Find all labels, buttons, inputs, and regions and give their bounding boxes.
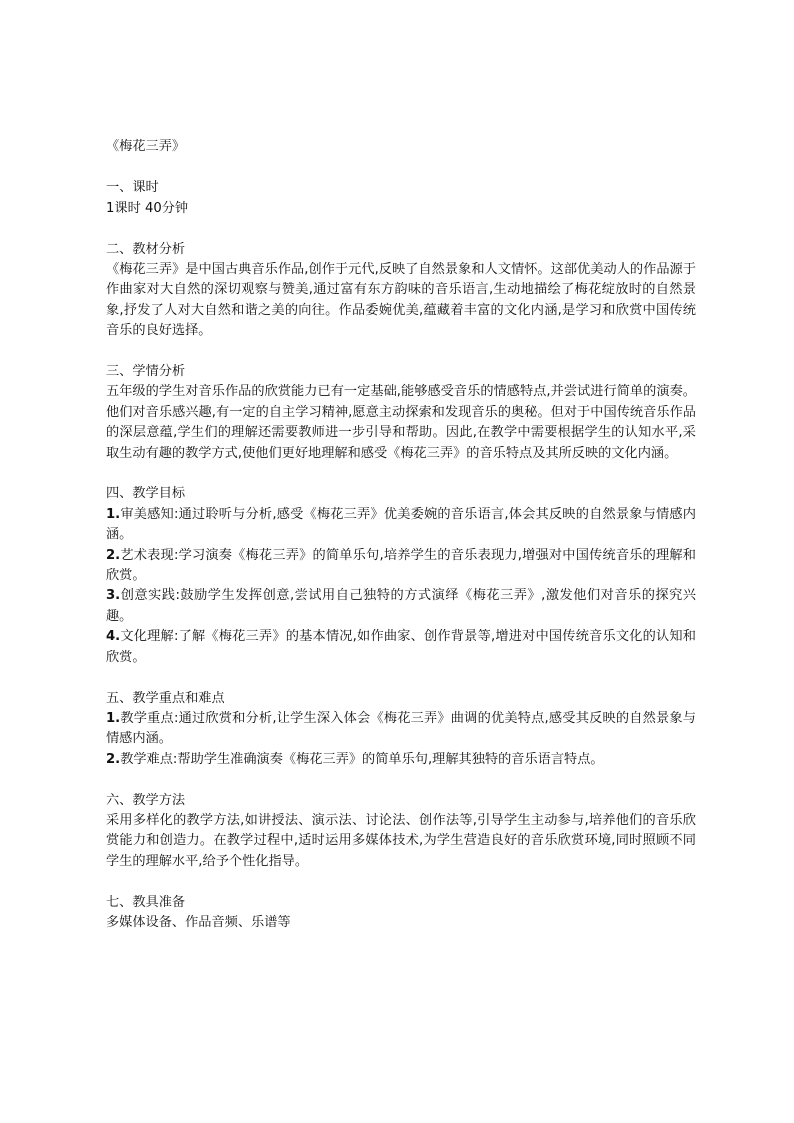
section-paragraph: 1课时 40分钟	[106, 200, 189, 216]
list-item	[106, 709, 696, 750]
list-item	[106, 750, 696, 770]
section-paragraph: 多媒体设备、作品音频、乐谱等	[106, 914, 291, 930]
list-item-number: 2.	[106, 547, 121, 563]
section-paragraph: 采用多样化的教学方法,如讲授法、演示法、讨论法、创作法等,引导学生主动参与,培养他们的音乐欣赏能力和创造力。在教学过程中,适时运用多媒体技术,为学生营造良好的音乐欣赏环境,同时照顾不同学生的理解水平,给予个性化指导。	[106, 812, 696, 869]
list-item	[106, 586, 696, 627]
list-item-text: 文化理解:了解《梅花三弄》的基本情况,如作曲家、创作背景等,增进对中国传统音乐文化的认知和欣赏。	[106, 629, 696, 665]
list-item-number: 1.	[106, 506, 121, 522]
section-material-analysis	[106, 240, 696, 342]
section-paragraph: 五年级的学生对音乐作品的欣赏能力已有一定基础,能够感受音乐的情感特点,并尝试进行简单的演奏。他们对音乐感兴趣,有一定的自主学习精神,愿意主动探索和发现音乐的奥秘。但对于中国传统音乐作品的深层意蕴,学生们的理解还需要教师进一步引导和帮助。因此,在教学中需要根据学生的认知水平,采取生动有趣的教学方式,使他们更好地理解和感受《梅花三弄》的音乐特点及其所反映的文化内涵。	[106, 384, 696, 461]
section-heading: 四、教学目标	[106, 486, 186, 502]
section-heading: 五、教学重点和难点	[106, 690, 225, 706]
section-student-analysis	[106, 362, 696, 464]
list-item-number: 3.	[106, 588, 121, 604]
list-item-text: 审美感知:通过聆听与分析,感受《梅花三弄》优美委婉的音乐语言,体会其反映的自然景象与情感内涵。	[106, 506, 696, 543]
list-item-number: 1.	[106, 710, 121, 726]
section-heading: 一、课时	[106, 180, 159, 196]
list-item-text: 创意实践:鼓励学生发挥创意,尝试用自己独特的方式演绎《梅花三弄》,激发他们对音乐的探究兴趣。	[106, 588, 696, 624]
section-teaching-methods	[106, 791, 696, 873]
document-body	[106, 137, 696, 954]
list-item-text: 艺术表现:学习演奏《梅花三弄》的简单乐句,培养学生的音乐表现力,增强对中国传统音乐的理解和欣赏。	[106, 547, 696, 584]
list-item	[106, 505, 696, 546]
list-item-number: 2.	[106, 751, 121, 767]
section-paragraph: 《梅花三弄》是中国古典音乐作品,创作于元代,反映了自然景象和人文情怀。这部优美动人的作品源于作曲家对大自然的深切观察与赞美,通过富有东方韵味的音乐语言,生动地描绘了梅花绽放时的自然景象,抒发了人对大自然和谐之美的向往。作品委婉优美,蕴藏着丰富的文化内涵,是学习和欣赏中国传统音乐的良好选择。	[106, 262, 696, 339]
section-heading: 三、学情分析	[106, 364, 186, 380]
document-title: 《梅花三弄》	[106, 139, 186, 154]
list-item-text: 教学难点:帮助学生准确演奏《梅花三弄》的简单乐句,理解其独特的音乐语言特点。	[120, 751, 604, 767]
section-key-points	[106, 689, 696, 771]
list-item-number: 4.	[106, 629, 121, 645]
section-heading: 六、教学方法	[106, 792, 186, 808]
section-heading: 七、教具准备	[106, 894, 186, 910]
list-item	[106, 627, 696, 668]
section-teaching-goals	[106, 484, 696, 668]
list-item	[106, 546, 696, 587]
list-item-text: 教学重点:通过欣赏和分析,让学生深入体会《梅花三弄》曲调的优美特点,感受其反映的自然景象与情感内涵。	[106, 710, 696, 747]
section-teaching-aids	[106, 893, 696, 934]
section-class-hours	[106, 178, 696, 219]
section-heading: 二、教材分析	[106, 241, 186, 257]
